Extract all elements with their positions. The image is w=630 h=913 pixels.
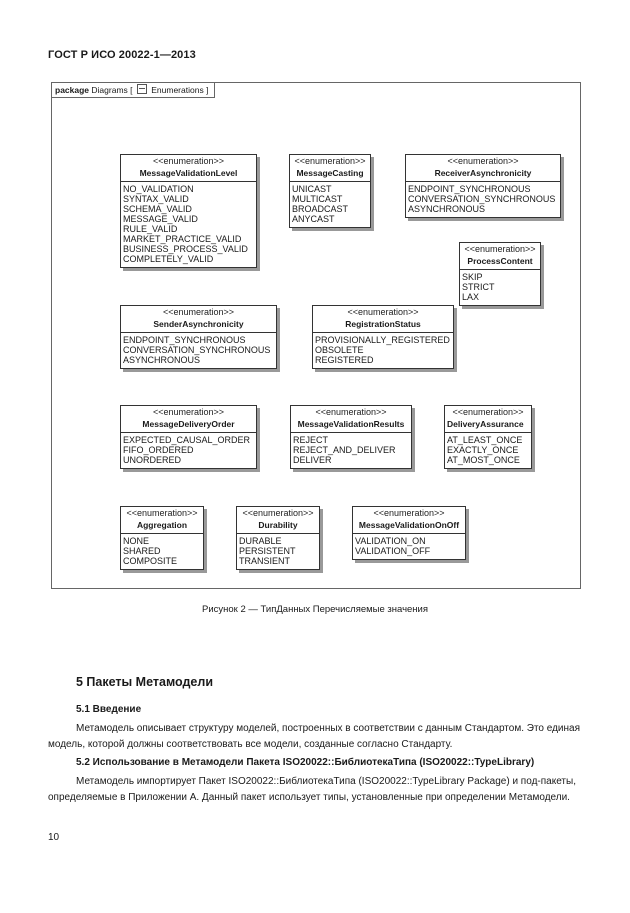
enum-literal: ENDPOINT_SYNCHRONOUS [123,335,246,345]
stereotype-label: <<enumeration>> [347,307,419,317]
document-header: ГОСТ Р ИСО 20022-1—2013 [48,49,196,61]
enum-literal: ENDPOINT_SYNCHRONOUS [408,184,531,194]
page-number: 10 [48,832,60,843]
enum-literal: REJECT [293,435,329,445]
enum-literal: SYNTAX_VALID [123,194,189,204]
enum-literal: VALIDATION_ON [355,536,426,546]
typelibrary-paragraph: Метамодель импортирует Пакет ISO20022::БиблиотекаТипа (ISO20022::TypeLibrary Package) и под-пакеты, определяемые в Приложении А. Данный пакет использует типы, установленные при определении Метамодели. [48,776,576,803]
section-heading: 5 Пакеты Метамодели [76,675,214,689]
enum-literal: MARKET_PRACTICE_VALID [123,234,242,244]
stereotype-label: <<enumeration>> [242,508,314,518]
enum-name: ReceiverAsynchronicity [406,166,560,182]
enum-box-receiver-asynchronicity [405,154,561,218]
enum-literal: EXPECTED_CAUSAL_ORDER [123,435,251,445]
stereotype-label: <<enumeration>> [452,407,524,417]
diagrams-label: Diagrams [ [91,85,133,95]
enum-literal: DURABLE [239,536,282,546]
enum-name: Durability [237,518,319,534]
enum-name: MessageDeliveryOrder [121,417,256,433]
enum-literal: SCHEMA_VALID [123,204,192,214]
enum-literal: SHARED [123,546,161,556]
enum-name: MessageValidationResults [291,417,411,433]
enum-literal: EXACTLY_ONCE [447,445,519,455]
enum-literal: SKIP [462,272,483,282]
enum-box-process-content [459,242,541,306]
enum-literal: MULTICAST [292,194,343,204]
enum-literal: FIFO_ORDERED [123,445,194,455]
enum-box-message-casting [289,154,371,228]
enum-literal: UNICAST [292,184,332,194]
figure-caption: Рисунок 2 — ТипДанных Перечисляемые значения [201,604,429,615]
subsection-heading-typelibrary: 5.2 Использование в Метамодели Пакета ISO20022::БиблиотекаТипа (ISO20022::TypeLibrary) [76,757,535,768]
stereotype-label: <<enumeration>> [373,508,445,518]
enum-box-aggregation [120,506,204,570]
package-frame-tab [52,83,215,98]
enum-literal: AT_LEAST_ONCE [447,435,523,445]
stereotype-label: <<enumeration>> [162,307,235,317]
intro-paragraph: Метамодель описывает структуру моделей, построенных в соответствии с данным Стандартом. Это единая модель, которой должны соответствовать все модели, созданные согласно Стандарту. [48,723,581,750]
subsection-heading-intro: 5.1 Введение [76,704,142,715]
enum-literal: CONVERSATION_SYNCHRONOUS [408,194,556,204]
enum-box-message-validation-results [290,405,412,469]
enum-name: MessageValidationOnOff [353,518,465,534]
enum-literal: MESSAGE_VALID [123,214,198,224]
enum-literal: DELIVER [293,455,332,465]
stereotype-label: <<enumeration>> [152,156,225,166]
stereotype-label: <<enumeration>> [464,244,536,254]
enum-literal: TRANSIENT [239,556,291,566]
enum-box-registration-status [312,305,454,369]
enum-literal: LAX [462,292,480,302]
enum-literal: REJECT_AND_DELIVER [293,445,396,455]
enum-literal: NO_VALIDATION [123,184,194,194]
stereotype-label: <<enumeration>> [152,407,225,417]
enum-literal: UNORDERED [123,455,182,465]
enum-name: Aggregation [121,518,203,534]
enum-name: ProcessContent [460,254,540,270]
enum-literal: STRICT [462,282,495,292]
enum-literal: VALIDATION_OFF [355,546,431,556]
enum-name: SenderAsynchronicity [121,317,276,333]
enum-literal: CONVERSATION_SYNCHRONOUS [123,345,271,355]
enum-literal: OBSOLETE [315,345,364,355]
enum-box-message-validation-on-off [352,506,466,560]
enum-literal: ASYNCHRONOUS [408,204,486,214]
enum-literal: BUSINESS_PROCESS_VALID [123,244,248,254]
enum-literal: NONE [123,536,150,546]
stereotype-label: <<enumeration>> [315,407,387,417]
enum-literal: PERSISTENT [239,546,296,556]
enum-box-sender-asynchronicity [120,305,277,369]
enum-literal: AT_MOST_ONCE [447,455,520,465]
enum-literal: ANYCAST [292,214,335,224]
enum-literal: BROADCAST [292,204,349,214]
enum-literal: PROVISIONALLY_REGISTERED [315,335,450,345]
enum-box-message-validation-level [120,154,257,268]
diagram-icon [137,84,147,94]
stereotype-label: <<enumeration>> [126,508,198,518]
enum-literal: RULE_VALID [123,224,178,234]
stereotype-label: <<enumeration>> [294,156,366,166]
enum-box-durability [236,506,320,570]
enum-box-message-delivery-order [120,405,257,469]
enum-literal: REGISTERED [315,355,374,365]
enum-literal: ASYNCHRONOUS [123,355,201,365]
enum-name: MessageValidationLevel [121,166,256,182]
stereotype-label: <<enumeration>> [447,156,519,166]
diagram-name: Enumerations ] [151,85,209,95]
enum-name: RegistrationStatus [313,317,453,333]
enum-name: MessageCasting [290,166,370,182]
enum-box-delivery-assurance [444,405,532,469]
enum-literal: COMPLETELY_VALID [123,254,214,264]
enum-name: DeliveryAssurance [445,417,531,433]
package-keyword: package [55,85,90,95]
enum-literal: COMPOSITE [123,556,178,566]
